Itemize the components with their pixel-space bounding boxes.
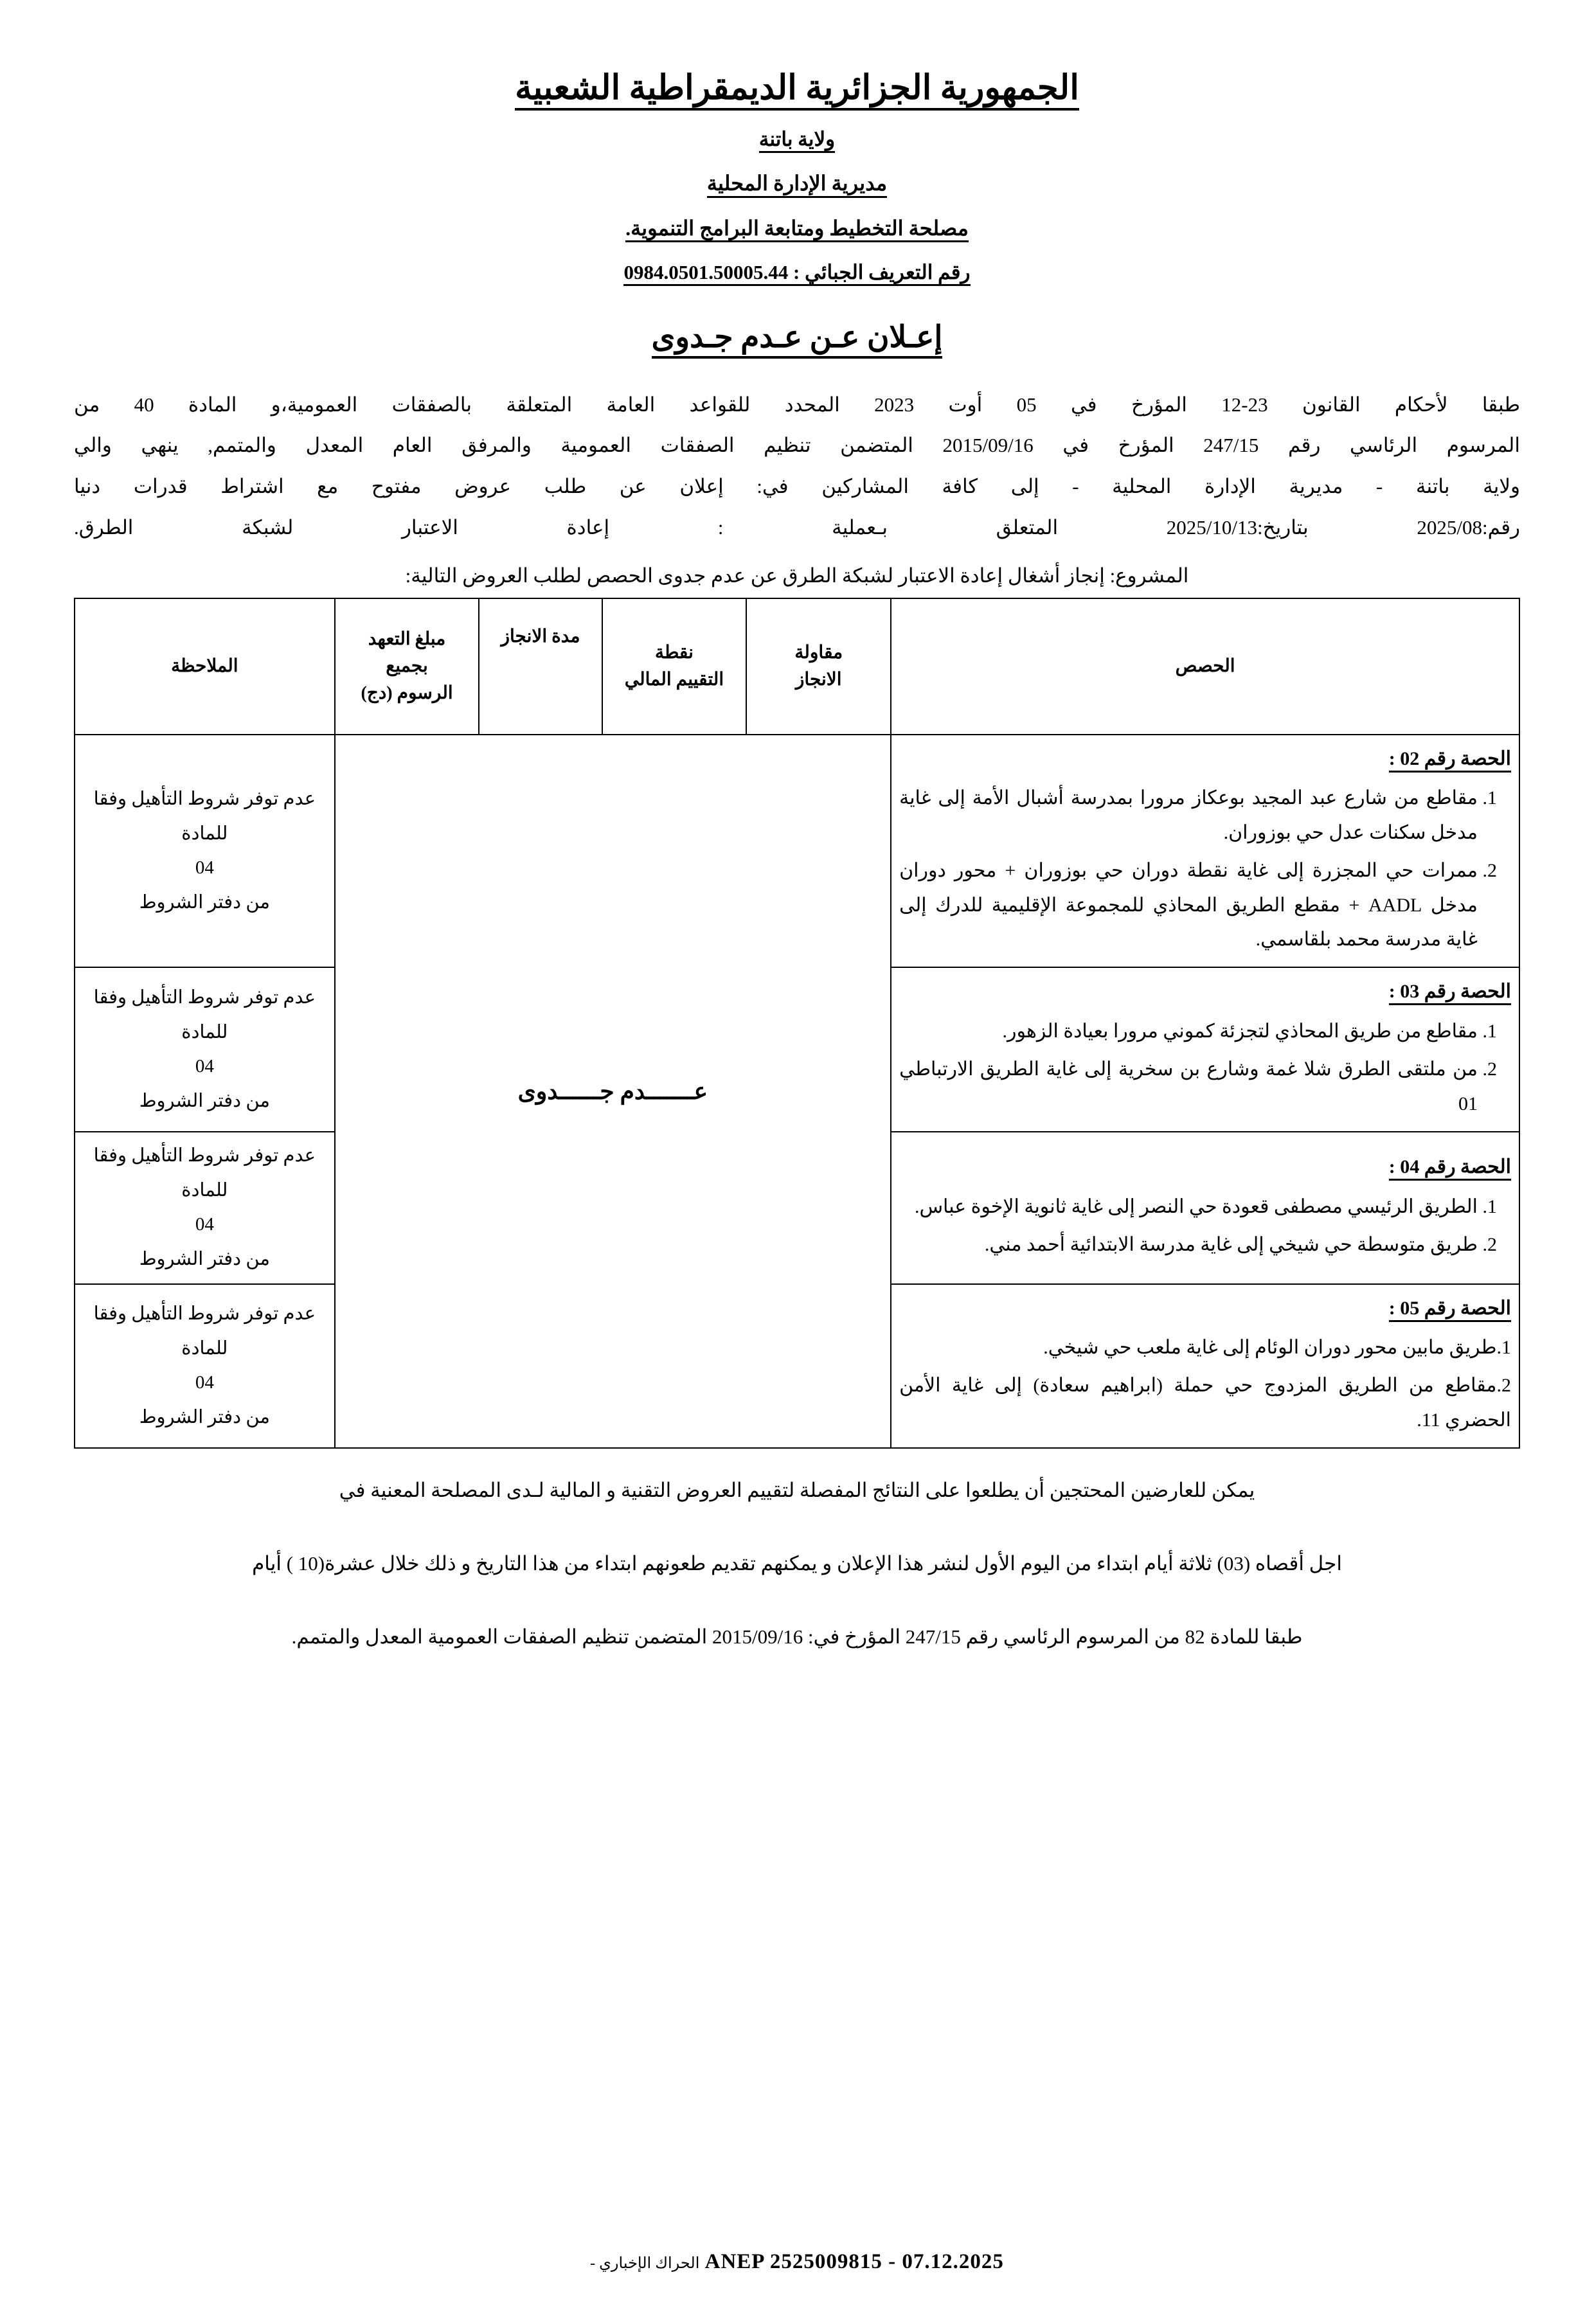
- lot-items-03: [899, 1014, 1511, 1121]
- footer-paragraph-3: طبقا للمادة 82 من المرسوم الرئاسي رقم 247/15 المؤرخ في: 2015/09/16 المتضمن تنظيم الصفقات العمومية المعدل والمتمم.: [291, 1625, 1303, 1649]
- intro-line-1: طبقا لأحكام القانون 23-12 المؤرخ في 05 أوت 2023 المحدد للقواعد العامة المتعلقة بالصفقات العمومية،و المادة 40 من: [74, 393, 1521, 416]
- service-heading: [74, 217, 1520, 242]
- intro-line-4: رقم:2025/08 بتاريخ:2025/10/13 المتعلق بـعملية : إعادة الاعتبار لشبكة الطرق.: [74, 515, 1520, 539]
- document-header: [74, 69, 1520, 286]
- lot-title-03-text: الحصة رقم 03 :: [1389, 981, 1511, 1005]
- column-header-moqawala-label-line2: الانجاز: [795, 670, 842, 690]
- tax-identification-number-text: رقم التعريف الجبائي : 0984.0501.50005.44: [623, 262, 970, 286]
- note-cell-03: [75, 967, 335, 1132]
- note-line-1: عدم توفر شروط التأهيل وفقا للمادة: [93, 788, 316, 844]
- tax-identification-number: [74, 262, 1520, 286]
- lot-cell-05: [891, 1284, 1519, 1449]
- list-item: 1. مقاطع من شارع عبد المجيد بوعكاز مرورا بمدرسة أشبال الأمة إلى غاية مدخل سكنات عدل حي بوزوران.: [899, 781, 1478, 850]
- republic-heading-text: الجمهورية الجزائرية الديمقراطية الشعبية: [515, 69, 1079, 111]
- footer-paragraph-1: يمكن للعارضين المحتجين أن يطلعوا على النتائج المفصلة لتقييم العروض التقنية و المالية لـدى المصلحة المعنية في: [339, 1479, 1255, 1502]
- column-header-mulahaza: [75, 598, 335, 735]
- column-header-noqta: [602, 598, 747, 735]
- note-cell-02: [75, 735, 335, 967]
- service-heading-text: مصلحة التخطيط ومتابعة البرامج التنموية.: [625, 217, 969, 242]
- lot-cell-03: [891, 967, 1519, 1132]
- lot-cell-02: [891, 735, 1519, 967]
- directorate-heading-text: مديرية الإدارة المحلية: [707, 172, 887, 197]
- lot-title-04: [899, 1150, 1511, 1184]
- wilaya-heading-text: ولاية باتنة: [759, 129, 835, 153]
- note-line-2: 04: [195, 857, 214, 879]
- project-description-line: المشروع: إنجاز أشغال إعادة الاعتبار لشبكة الطرق عن عدم جدوى الحصص لطلب العروض التالية:: [405, 564, 1189, 587]
- list-item: 2. ممرات حي المجزرة إلى غاية نقطة دوران حي بوزوران + محور دوران مدخل AADL + مقطع الطريق المحاذي للمجموعة الإقليمية للدرك إلى غاية مدرسة محمد بلقاسمي.: [899, 854, 1478, 956]
- lot-items-05: [899, 1330, 1511, 1437]
- lots-table-body: [75, 735, 1519, 1448]
- anep-source-label: الحراك الإخباري -: [590, 2255, 700, 2272]
- list-item: 1.طريق مابين محور دوران الوئام إلى غاية ملعب حي شيخي.: [1043, 1336, 1511, 1358]
- lot-cell-04: [891, 1132, 1519, 1284]
- page-title-text: إعـلان عـن عـدم جـدوى: [652, 319, 943, 359]
- wilaya-heading: [74, 129, 1520, 153]
- note-cell-05: [75, 1284, 335, 1449]
- list-item: 1. مقاطع من طريق المحاذي لتجزئة كموني مرورا بعيادة الزهور.: [899, 1014, 1478, 1048]
- note-line-1: عدم توفر شروط التأهيل وفقا للمادة: [93, 1303, 316, 1359]
- lot-title-02: [899, 742, 1511, 776]
- directorate-heading: [74, 172, 1520, 197]
- lot-title-04-text: الحصة رقم 04 :: [1389, 1156, 1511, 1181]
- column-header-mablagh-label-line1: مبلغ التعهد: [368, 629, 446, 650]
- lot-items-04: [899, 1190, 1511, 1262]
- lot-title-03: [899, 974, 1511, 1008]
- column-header-noqta-label-line2: التقييم المالي: [624, 670, 724, 690]
- lot-title-02-text: الحصة رقم 02 :: [1389, 748, 1511, 773]
- footer-notes: [74, 1470, 1520, 1657]
- column-header-hissas-label: الحصص: [1175, 656, 1235, 677]
- column-header-mablagh-label-line3: الرسوم (دج): [361, 683, 453, 704]
- column-header-moqawala: [746, 598, 891, 735]
- note-line-2: 04: [195, 1214, 214, 1235]
- list-item: 2. من ملتقى الطرق شلا غمة وشارع بن سخرية إلى غاية الطريق الارتباطي 01: [899, 1052, 1478, 1121]
- note-line-3: من دفتر الشروط: [139, 891, 270, 913]
- republic-heading: [74, 69, 1520, 111]
- page-title: [74, 319, 1520, 359]
- list-item: 1. الطريق الرئيسي مصطفى قعودة حي النصر إلى غاية ثانوية الإخوة عباس.: [899, 1190, 1478, 1224]
- column-header-mudda-label: مدة الانجاز: [501, 627, 580, 647]
- intro-line-2: المرسوم الرئاسي رقم 247/15 المؤرخ في 2015/09/16 المتضمن تنظيم الصفقات العمومية والمرفق العام المعدل والمتمم, ينهي والي: [74, 434, 1520, 457]
- note-line-2: 04: [195, 1056, 214, 1077]
- note-line-1: عدم توفر شروط التأهيل وفقا للمادة: [93, 1145, 316, 1201]
- verdict-cell: [335, 735, 891, 1448]
- lots-table-header: [75, 598, 1519, 735]
- note-line-1: عدم توفر شروط التأهيل وفقا للمادة: [93, 987, 316, 1042]
- column-header-mudda: [479, 598, 602, 735]
- verdict-text: عـــــــدم جــــــدوى: [517, 1078, 708, 1105]
- column-header-mablagh-label-line2: بجميع: [386, 656, 428, 677]
- column-header-mulahaza-label: الملاحظة: [171, 656, 238, 677]
- footer-paragraph-2: اجل أقصاه (03) ثلاثة أيام ابتداء من اليوم الأول لنشر هذا الإعلان و يمكنهم تقديم طعونهم ابتداء من هذا التاريخ و ذلك خلال عشرة(10 ) أيام: [252, 1552, 1342, 1575]
- intro-paragraph: [74, 384, 1520, 548]
- note-line-3: من دفتر الشروط: [139, 1406, 270, 1427]
- anep-code: ANEP 2525009815 - 07.12.2025: [704, 2250, 1004, 2273]
- column-header-hissas: [891, 598, 1519, 735]
- column-header-mablagh: [335, 598, 479, 735]
- table-row: [75, 735, 1519, 967]
- note-line-3: من دفتر الشروط: [139, 1090, 270, 1111]
- anep-footer: [0, 2250, 1594, 2274]
- lot-items-02: [899, 781, 1511, 956]
- intro-line-3: ولاية باتنة - مديرية الإدارة المحلية - إلى كافة المشاركين في: إعلان عن طلب عروض مفتوح مع اشتراط قدرات دنيا: [74, 474, 1520, 497]
- note-line-3: من دفتر الشروط: [139, 1248, 270, 1269]
- note-line-2: 04: [195, 1372, 214, 1393]
- lots-table: [74, 598, 1520, 1449]
- lot-title-05: [899, 1291, 1511, 1325]
- list-item: 2. طريق متوسطة حي شيخي إلى غاية مدرسة الابتدائية أحمد مني.: [899, 1228, 1478, 1262]
- column-header-moqawala-label-line1: مقاولة: [794, 643, 843, 663]
- document-page: [0, 69, 1594, 2324]
- column-header-noqta-label-line1: نقطة: [654, 643, 694, 663]
- list-item: 2.مقاطع من الطريق المزدوج حي حملة (ابراهيم سعادة) إلى غاية الأمن الحضري 11.: [899, 1375, 1511, 1431]
- lot-title-05-text: الحصة رقم 05 :: [1389, 1298, 1511, 1322]
- table-header-row: [75, 598, 1519, 735]
- note-cell-04: [75, 1132, 335, 1284]
